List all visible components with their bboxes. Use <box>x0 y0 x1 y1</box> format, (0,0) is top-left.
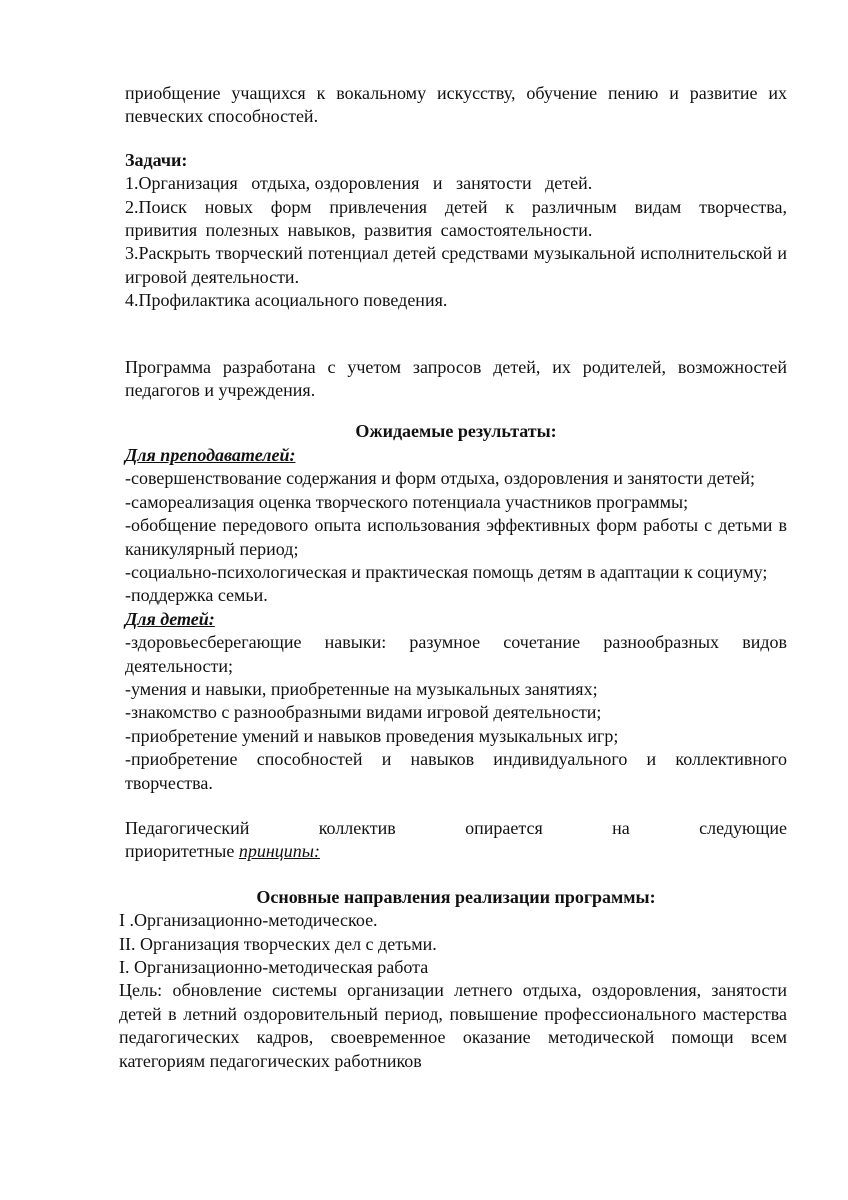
teacher-result-item: -поддержка семьи. <box>125 585 268 606</box>
principles-word: на <box>612 817 630 838</box>
principles-line-2 <box>125 840 787 863</box>
teacher-result-item: -обобщение передового опыта использования эффективных форм работы с детьми в каникулярный период; <box>125 515 787 559</box>
principles-prefix: приоритетные <box>125 841 235 862</box>
spacer <box>125 313 787 356</box>
document-page <box>119 82 787 1073</box>
spacer <box>125 864 787 886</box>
child-result-item: -знакомство с разнообразными видами игровой деятельности; <box>125 702 602 723</box>
principles-emphasis: принципы: <box>238 841 320 862</box>
tasks-heading: Задачи: <box>125 149 188 170</box>
task-item: 1.Организация отдыха, оздоровления и занятости детей. <box>125 173 593 194</box>
teacher-result-item: -самореализация оценка творческого потенциала участников программы; <box>125 491 689 512</box>
principles-word: коллектив <box>318 817 396 838</box>
child-result-item: -умения и навыки, приобретенные на музыкальных занятиях; <box>125 678 598 699</box>
results-heading: Ожидаемые результаты: <box>355 421 557 442</box>
direction-item: I .Организационно-методическое. <box>119 910 378 931</box>
task-item: 2.Поиск новых форм привлечения детей к различным видам творчества, привития полезных навыков, развития самостоятельности. <box>125 196 787 241</box>
child-result-item: -приобретение способностей и навыков индивидуального и коллективного творчества. <box>125 749 787 793</box>
task-item: 4.Профилактика асоциального поведения. <box>125 290 448 311</box>
principles-line <box>125 817 787 840</box>
spacer <box>125 129 787 149</box>
spacer <box>125 795 787 817</box>
task-item: 3.Раскрыть творческий потенциал детей средствами музыкальной исполнительской и игровой деятельности. <box>125 243 787 287</box>
spacer <box>125 402 787 420</box>
direction-goal: Цель: обновление системы организации летнего отдыха, оздоровления, занятости детей в летний оздоровительный период, повышение профессионального мастерства педагогических кадров, своевременное оказание методической помощи всем категориям педагогических работников <box>119 980 787 1071</box>
child-result-item: -приобретение умений и навыков проведения музыкальных игр; <box>125 725 619 746</box>
direction-item: II. Организация творческих дел с детьми. <box>119 933 437 954</box>
principles-word: опирается <box>465 817 543 838</box>
direction-item: I. Организационно-методическая работа <box>119 957 429 977</box>
program-note: Программа разработана с учетом запросов детей, их родителей, возможностей педагогов и учреждения. <box>125 356 787 401</box>
intro-paragraph: приобщение учащихся к вокальному искусству, обучение пению и развитие их певческих способностей. <box>125 83 787 127</box>
children-subheading: Для детей: <box>125 608 215 629</box>
teacher-result-item: -социально-психологическая и практическая помощь детям в адаптации к социуму; <box>125 561 768 582</box>
principles-word: Педагогический <box>125 817 250 838</box>
directions-heading: Основные направления реализации программы: <box>256 886 656 907</box>
principles-word: следующие <box>699 817 787 838</box>
teachers-subheading: Для преподавателей: <box>125 444 296 465</box>
teacher-result-item: -совершенствование содержания и форм отдыха, оздоровления и занятости детей; <box>125 468 756 489</box>
child-result-item: -здоровьесберегающие навыки: разумное сочетание разнообразных видов деятельности; <box>125 632 787 676</box>
